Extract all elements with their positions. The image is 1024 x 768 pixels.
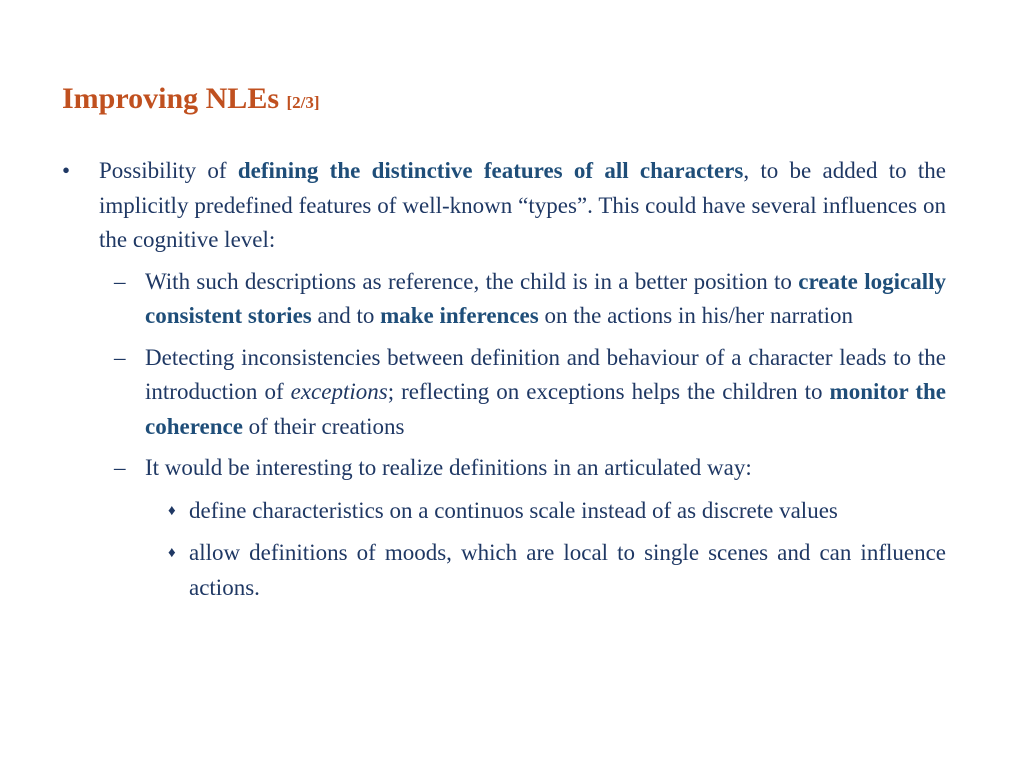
slide-title-main: Improving NLEs: [62, 82, 280, 115]
bullet-bold-text: defining the distinctive features of all characters: [237, 158, 744, 183]
bullet-bold-text: make inferences: [380, 303, 539, 328]
detail-bullet-scale: [62, 494, 946, 529]
bullet-text: define characteristics on a continuos scale instead of as discrete values: [189, 497, 838, 523]
bullet-text: Detecting inconsistencies between definition and behaviour of a character leads to the introduction of: [145, 344, 946, 404]
sub-bullet-inconsistencies: [62, 341, 946, 445]
bullet-italic-text: exceptions: [290, 379, 388, 404]
bullet-text: Possibility of: [99, 158, 238, 183]
bullet-text: ; reflecting on exceptions helps the children to: [387, 379, 830, 404]
bullet-main: [62, 154, 946, 258]
bullet-bold-text: monitor the coherence: [145, 379, 946, 439]
slide-title: [62, 82, 320, 116]
bullet-text: With such descriptions as reference, the child is in a better position to: [145, 268, 799, 294]
bullet-dot-icon: •: [62, 158, 71, 183]
slide-content: [62, 154, 946, 605]
slide-title-page-indicator: [2/3]: [286, 93, 320, 112]
dash-icon: –: [114, 344, 126, 370]
diamond-icon: ♦: [168, 502, 176, 519]
bullet-text: allow definitions of moods, which are local to single scenes and can influence actions.: [189, 540, 946, 600]
sub-bullet-articulated: [62, 451, 946, 486]
diamond-icon: ♦: [168, 545, 176, 561]
bullet-text: It would be interesting to realize definitions in an articulated way:: [145, 455, 752, 480]
detail-bullet-moods: [62, 536, 946, 605]
bullet-bold-text: create logically consistent stories: [145, 268, 946, 328]
dash-icon: –: [114, 455, 126, 480]
bullet-text: and to: [311, 303, 381, 328]
sub-bullet-reference: [62, 265, 946, 334]
bullet-text: of their creations: [242, 413, 405, 439]
bullet-text: on the actions in his/her narration: [538, 303, 853, 328]
bullet-text: , to be added to the implicitly predefined features of well-known “types”. This could have several influences on the cognitive level:: [99, 158, 946, 252]
dash-icon: –: [114, 268, 126, 294]
